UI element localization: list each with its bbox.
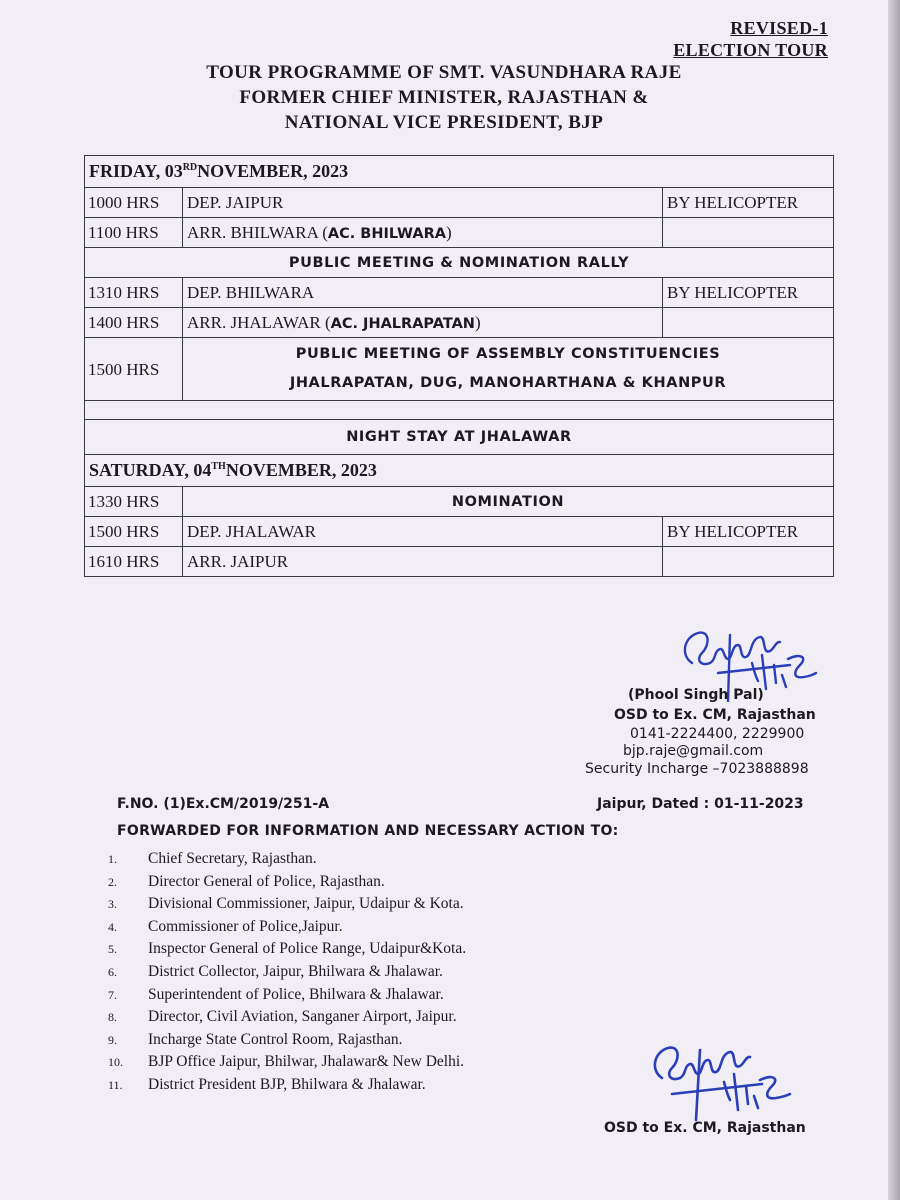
election-tour-label: ELECTION TOUR [673, 40, 828, 60]
mode-cell: BY HELICOPTER [663, 188, 834, 218]
list-item-number: 10. [108, 1055, 123, 1070]
list-item [108, 961, 466, 984]
signature-image [636, 1034, 826, 1129]
signature-drawing [636, 1034, 826, 1124]
blank-row [85, 401, 834, 420]
footer-signatory-title: OSD to Ex. CM, Rajasthan [604, 1120, 806, 1136]
revised-label: REVISED-1 [730, 18, 828, 38]
signatory-title: OSD to Ex. CM, Rajasthan [614, 707, 816, 723]
list-item-text: District Collector, Jaipur, Bhilwara & Jhalawar. [148, 962, 443, 980]
signatory-email: bjp.raje@gmail.com [623, 743, 764, 759]
mode-cell [663, 547, 834, 577]
list-item-number: 9. [108, 1032, 117, 1047]
place-prefix: ARR. BHILWARA ( [187, 222, 328, 242]
signatory-phone: 0141-2224400, 2229900 [630, 726, 805, 742]
list-item-text: Inspector General of Police Range, Udaipur&Kota. [148, 940, 467, 958]
title-line-3: NATIONAL VICE PRESIDENT, BJP [284, 112, 604, 133]
title-line-1: TOUR PROGRAMME OF SMT. VASUNDHARA RAJE [206, 62, 682, 83]
list-item-text: Director, Civil Aviation, Sanganer Airport, Jaipur. [148, 1008, 457, 1026]
list-item [108, 1029, 466, 1052]
list-item-number: 8. [108, 1010, 117, 1025]
blank-cell [85, 401, 834, 420]
table-row [85, 487, 834, 517]
list-item-number: 6. [108, 964, 117, 979]
list-item-number: 2. [108, 874, 117, 889]
list-item [108, 1006, 466, 1029]
list-item-number: 11. [108, 1077, 123, 1092]
list-item-number: 4. [108, 919, 117, 934]
list-item-number: 1. [108, 852, 117, 866]
list-item-number: 5. [108, 942, 117, 957]
day-header-row [85, 455, 834, 487]
place-cell: DEP. JHALAWAR [183, 517, 663, 547]
table-row [85, 338, 834, 401]
event-cell: PUBLIC MEETING & NOMINATION RALLY [85, 248, 834, 278]
day-prefix: FRIDAY, 03 [89, 161, 183, 181]
event-line-1: PUBLIC MEETING OF ASSEMBLY CONSTITUENCIES [295, 346, 721, 362]
day-prefix: SATURDAY, 04 [89, 460, 212, 480]
list-item-number: 3. [108, 897, 117, 912]
mode-cell [663, 218, 834, 248]
list-item-text: Incharge State Control Room, Rajasthan. [148, 1030, 403, 1048]
time-cell: 1100 HRS [85, 218, 183, 248]
place-cell: ARR. JAIPUR [183, 547, 663, 577]
day-header-row [85, 156, 834, 188]
time-cell: 1400 HRS [85, 308, 183, 338]
place-prefix: ARR. JHALAWAR ( [187, 312, 331, 332]
list-item [108, 984, 466, 1007]
list-item-text: Chief Secretary, Rajasthan. [148, 850, 317, 867]
list-item [108, 848, 466, 871]
list-item-text: District President BJP, Bhilwara & Jhalawar. [148, 1075, 426, 1093]
day-sup: TH [211, 461, 226, 472]
place-cell [183, 308, 663, 338]
day-suffix: NOVEMBER, 2023 [197, 161, 349, 181]
table-row [85, 248, 834, 278]
event-cell [183, 338, 834, 401]
list-item-text: BJP Office Jaipur, Bhilwar, Jhalawar& New Delhi. [148, 1053, 465, 1071]
signatory-name: (Phool Singh Pal) [628, 687, 764, 703]
list-item [108, 1051, 466, 1074]
table-row [85, 188, 834, 218]
place-suffix: ) [474, 312, 481, 332]
event-cell: NIGHT STAY AT JHALAWAR [85, 420, 834, 455]
distribution-list [108, 848, 466, 1097]
page-edge [888, 0, 900, 1200]
list-item [108, 938, 466, 961]
day-header [85, 455, 834, 487]
mode-cell [663, 308, 834, 338]
list-item-text: Commissioner of Police,Jaipur. [148, 917, 343, 935]
event-line-2: JHALRAPATAN, DUG, MANOHARTHANA & KHANPUR [289, 375, 727, 391]
list-item-text: Director General of Police, Rajasthan. [148, 872, 385, 890]
place-cell: DEP. BHILWARA [183, 278, 663, 308]
dated-line: Jaipur, Dated : 01-11-2023 [597, 796, 804, 812]
time-cell: 1310 HRS [85, 278, 183, 308]
day-header [85, 156, 834, 188]
table-row [85, 218, 834, 248]
place-cell [183, 218, 663, 248]
time-cell: 1610 HRS [85, 547, 183, 577]
table-row [85, 308, 834, 338]
title-line-2: FORMER CHIEF MINISTER, RAJASTHAN & [239, 87, 649, 108]
place-suffix: ) [445, 222, 452, 242]
mode-cell: BY HELICOPTER [663, 517, 834, 547]
list-item [108, 1074, 466, 1097]
table-row [85, 278, 834, 308]
day-suffix: NOVEMBER, 2023 [225, 460, 377, 480]
day-sup: RD [182, 162, 198, 173]
list-item [108, 916, 466, 939]
file-number: F.NO. (1)Ex.CM/2019/251-A [117, 796, 330, 812]
constituency-label: AC. JHALRAPATAN [330, 315, 475, 332]
list-item [108, 871, 466, 894]
tour-schedule-table [84, 155, 834, 577]
list-item-text: Divisional Commissioner, Jaipur, Udaipur & Kota. [148, 895, 464, 913]
list-item [108, 893, 466, 916]
list-item-text: Superintendent of Police, Bhilwara & Jhalawar. [148, 985, 444, 1003]
place-cell: DEP. JAIPUR [183, 188, 663, 218]
event-cell: NOMINATION [183, 487, 834, 517]
mode-cell: BY HELICOPTER [663, 278, 834, 308]
forwarded-heading: FORWARDED FOR INFORMATION AND NECESSARY ACTION TO: [117, 823, 619, 839]
table-row [85, 547, 834, 577]
security-incharge: Security Incharge –7023888898 [585, 761, 809, 777]
table-row [85, 517, 834, 547]
list-item-number: 7. [108, 987, 117, 1002]
time-cell: 1330 HRS [85, 487, 183, 517]
table-row [85, 420, 834, 455]
time-cell: 1500 HRS [85, 517, 183, 547]
time-cell: 1500 HRS [85, 338, 183, 401]
constituency-label: AC. BHILWARA [327, 225, 446, 242]
time-cell: 1000 HRS [85, 188, 183, 218]
